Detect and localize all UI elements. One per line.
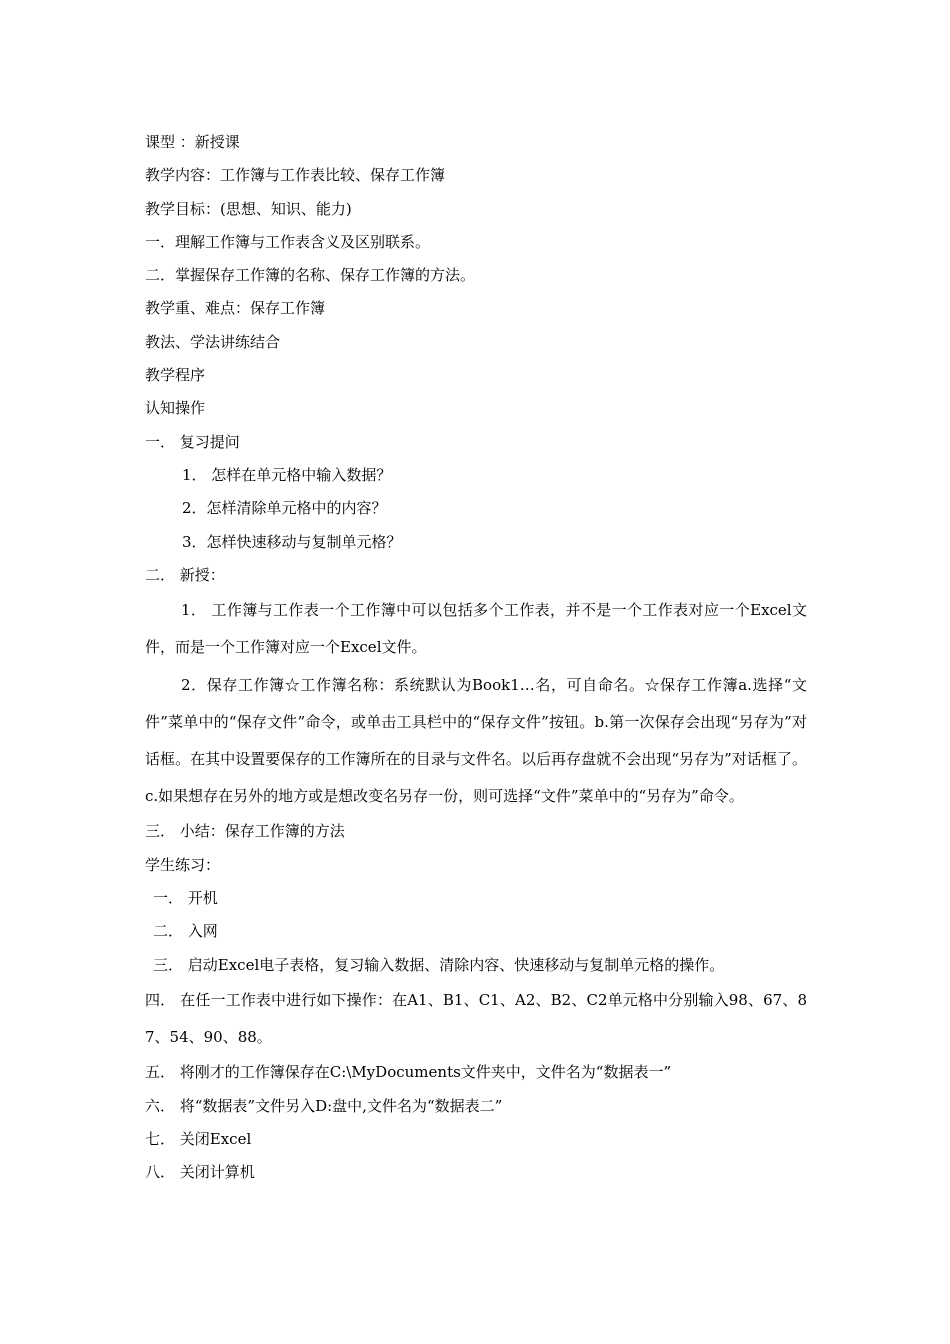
key-points: 教学重、难点：保存工作簿 [145, 299, 326, 318]
practice-step-5: 五． 将刚才的工作簿保存在C:\MyDocuments文件夹中，文件名为“数据表一” [145, 1063, 672, 1082]
course-type: 课型 ：新授课 [145, 133, 240, 151]
summary: 三． 小结：保存工作簿的方法 [145, 822, 345, 841]
teaching-methods: 教法、学法讲练结合 [145, 332, 281, 351]
practice-step-8: 八． 关闭计算机 [145, 1163, 255, 1182]
practice-step-4: 四． 在任一工作表中进行如下操作：在A1、B1、C1、A2、B2、C2单元格中分别输入98、67、87、54、90、88。 [145, 990, 807, 1047]
new-lesson-paragraph-1: 1． 工作簿与工作表一个工作簿中可以包括多个工作表，并不是一个工作表对应一个Excel文件，而是一个工作簿对应一个Excel文件。 [145, 601, 807, 657]
practice-step-2: 二． 入网 [153, 922, 218, 941]
new-lesson-paragraph-2: 2．保存工作簿☆工作簿名称：系统默认为Book1…名，可自命名。☆保存工作簿a.选择“文件”菜单中的“保存文件”命令，或单击工具栏中的“保存文件”按钮。b.第一次保存会出现“另存为”对话框。在其中设置要保存的工作簿所在的目录与文件名。以后再存盘就不会出现“另存为”对话框了。c.如果想存在另外的地方或是想改变名另存一份，则可选择“文件”菜单中的“另存为”命令。 [145, 675, 807, 806]
practice-step-1: 一． 开机 [153, 888, 218, 907]
teaching-goals-title: 教学目标：(思想、知识、能力) [145, 199, 352, 218]
review-title: 一． 复习提问 [145, 432, 240, 451]
review-question-2: 2．怎样清除单元格中的内容？ [182, 499, 387, 518]
goal-item-2: 二．掌握保存工作簿的名称、保存工作簿的方法。 [145, 266, 476, 285]
review-question-1: 1． 怎样在单元格中输入数据？ [182, 465, 392, 484]
practice-step-3: 三． 启动Excel电子表格，复习输入数据、清除内容、快速移动与复制单元格的操作。 [153, 955, 725, 974]
teaching-procedure: 教学程序 [145, 366, 206, 385]
new-lesson-title: 二． 新授： [145, 565, 225, 584]
practice-step-6: 六． 将“数据表”文件另入D:盘中,文件名为“数据表二” [145, 1096, 503, 1115]
practice-step-7: 七． 关闭Excel [145, 1129, 252, 1148]
review-question-3: 3．怎样快速移动与复制单元格？ [182, 532, 402, 551]
teaching-content: 教学内容：工作簿与工作表比较、保存工作簿 [145, 166, 446, 185]
document-page [145, 126, 807, 1189]
practice-title: 学生练习： [145, 855, 221, 874]
cognition-operation: 认知操作 [145, 399, 206, 418]
goal-item-1: 一．理解工作簿与工作表含义及区别联系。 [145, 232, 431, 251]
